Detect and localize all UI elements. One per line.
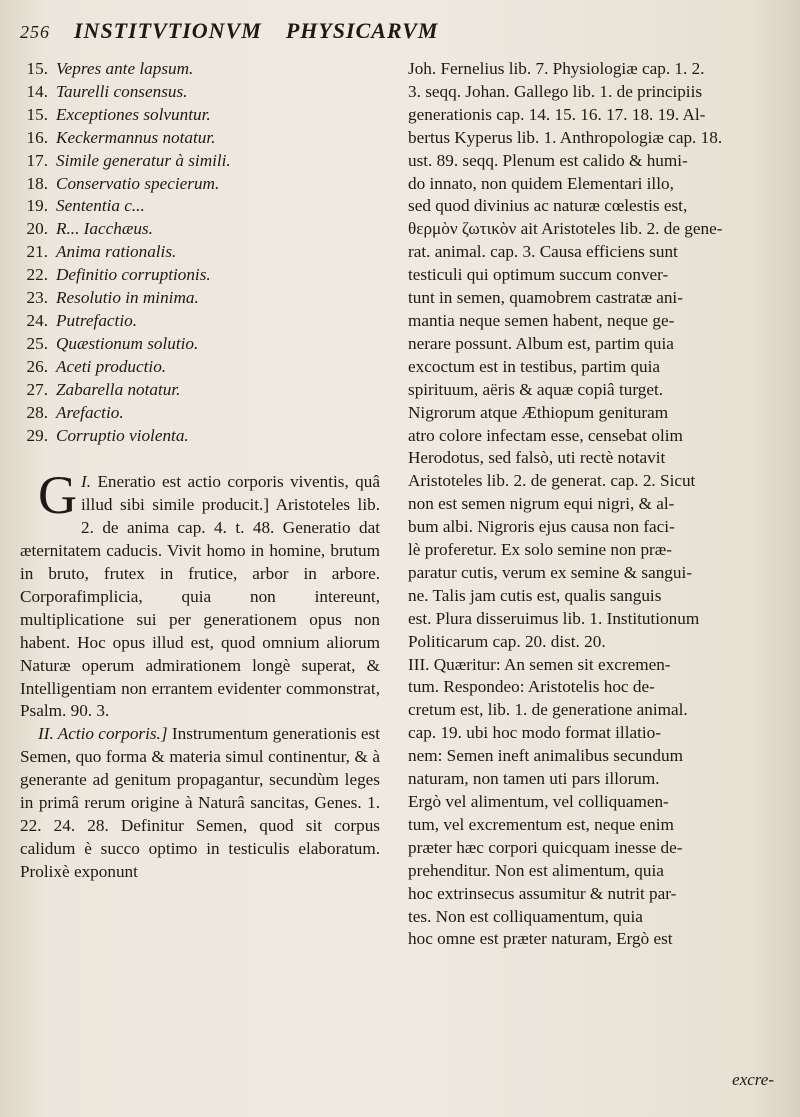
text-line: cap. 19. ubi hoc modo format illatio- <box>408 723 661 743</box>
summary-item <box>20 218 380 241</box>
text-line: tes. Non est colliquamentum, quia <box>408 906 643 926</box>
running-title-right: PHYSICARVM <box>285 18 439 43</box>
summary-item <box>20 127 380 150</box>
paragraph-two-label: II. Actio corporis.] <box>38 724 168 744</box>
summary-item-number: 26. <box>26 356 48 376</box>
text-line: nem: Semen ineft animalibus secundum <box>408 746 683 766</box>
summary-item <box>20 310 380 333</box>
text-line: est. Plura disseruimus lib. 1. Institutionum <box>408 608 700 628</box>
text-line: Herodotus, sed falsò, uti rectè notavit <box>408 448 666 468</box>
summary-item <box>20 356 380 379</box>
summary-item-number: 18. <box>26 173 48 193</box>
summary-item <box>20 81 380 104</box>
text-line: rat. animal. cap. 3. Causa efficiens sunt <box>408 242 678 262</box>
summary-item-number: 15. <box>26 104 48 124</box>
text-line: lè proferetur. Ex solo semine non præ- <box>408 540 672 560</box>
summary-item-text: Aceti productio. <box>56 356 167 376</box>
text-line: Joh. Fernelius lib. 7. Physiologiæ cap. 1. 2. <box>408 59 705 78</box>
text-line: ne. Talis jam cutis est, qualis sanguis <box>408 585 662 605</box>
summary-item <box>20 150 380 173</box>
summary-item-text: Definitio corruptionis. <box>56 265 211 285</box>
summary-item-number: 21. <box>26 242 48 262</box>
text-line: non est semen nigrum equi nigri, & al- <box>408 494 675 514</box>
summary-item-text: Resolutio in minima. <box>56 288 199 308</box>
text-line: cretum est, lib. 1. de generatione animal. <box>408 700 688 720</box>
summary-item <box>20 264 380 287</box>
text-line: atro colore infectam esse, censebat olim <box>408 425 683 445</box>
summary-item-number: 29. <box>26 425 48 445</box>
summary-item-number: 28. <box>26 402 48 422</box>
drop-cap: G <box>38 465 77 526</box>
summary-item-number: 14. <box>26 81 48 101</box>
catchword: excre- <box>732 1070 774 1089</box>
summary-item-text: Anima rationalis. <box>56 242 177 262</box>
text-line: Politicarum cap. 20. dist. 20. <box>408 631 606 651</box>
summary-item-number: 24. <box>26 310 48 330</box>
summary-item <box>20 425 380 448</box>
summary-item <box>20 58 380 81</box>
summary-item-text: Quæstionum solutio. <box>56 333 199 353</box>
summary-item-number: 27. <box>26 379 48 399</box>
summary-item-text: Conservatio specierum. <box>56 173 220 193</box>
text-line: prehenditur. Non est alimentum, quia <box>408 860 664 880</box>
paragraph-one <box>20 465 380 723</box>
text-line: do innato, non quidem Elementari illo, <box>408 173 674 193</box>
text-line: bertus Kyperus lib. 1. Anthropologiæ cap. 18. <box>408 127 723 147</box>
summary-item <box>20 287 380 310</box>
left-column <box>20 58 380 884</box>
text-line: Nigrorum atque Æthiopum genituram <box>408 402 669 422</box>
summary-item-number: 25. <box>26 333 48 353</box>
text-line: tunt in semen, quamobrem castratæ ani- <box>408 288 683 308</box>
summary-item-number: 15. <box>26 59 48 78</box>
text-line: θερμὸν ζωτικὸν ait Aristoteles lib. 2. de gene- <box>408 219 723 239</box>
text-line: tum, vel excrementum est, neque enim <box>408 814 674 834</box>
summary-item-number: 23. <box>26 288 48 308</box>
section-summary-list <box>20 58 380 447</box>
summary-item <box>20 402 380 425</box>
summary-item <box>20 104 380 127</box>
summary-item-text: Vepres ante lapsum. <box>56 59 194 78</box>
text-line: III. Quæritur: An semen sit excremen- <box>408 654 671 674</box>
text-line: sed quod divinius ac naturæ cœlestis est, <box>408 196 688 216</box>
text-line: hoc omne est præter naturam, Ergò est <box>408 929 673 949</box>
summary-item-number: 17. <box>26 150 48 170</box>
text-line: testiculi qui optimum succum conver- <box>408 265 669 285</box>
summary-item-text: Simile generatur à simili. <box>56 150 231 170</box>
text-line: 3. seqq. Johan. Gallego lib. 1. de principiis <box>408 81 703 101</box>
summary-item-number: 22. <box>26 265 48 285</box>
text-line: paratur cutis, verum ex semine & sangui- <box>408 562 692 582</box>
summary-item-text: R... Iacchæus. <box>56 219 153 239</box>
text-line: Aristoteles lib. 2. de generat. cap. 2. Sicut <box>408 471 696 491</box>
text-line: præter hæc corpori quicquam inesse de- <box>408 837 683 857</box>
page-number: 256 <box>20 22 50 42</box>
text-line: nerare possunt. Album est, partim quia <box>408 333 674 353</box>
text-line: tum. Respondeo: Aristotelis hoc de- <box>408 677 655 697</box>
text-line: spirituum, aëris & aquæ copiâ turget. <box>408 379 664 399</box>
running-title-left: INSTITVTIONVM <box>74 18 262 43</box>
paragraph-one-text: Eneratio est actio corporis viventis, quâ illud sibi simile producit.] Aristoteles lib. 2. de anima cap. 4. t. 48. Generatio dat æternitatem caducis. Vivit homo in homine, brutum in bruto, frutex in frutice, arbor in arbore. Corporafimplicia, quia non intereunt, multiplicatione sui per generationem opus non habent. Hoc opus illud est, quod omnium aliorum Naturæ operum admirationem longè superat, & Intelligentiam non errantem evidenter commonstrat, Psalm. 90. 3. <box>20 472 380 721</box>
summary-item-text: Keckermannus notatur. <box>56 127 216 147</box>
summary-item-text: Taurelli consensus. <box>56 81 188 101</box>
text-line: Ergò vel alimentum, vel colliquamen- <box>408 792 669 811</box>
summary-item-number: 19. <box>26 196 48 216</box>
text-line: naturam, non tamen uti pars illorum. <box>408 769 660 789</box>
paragraph-two-text: Instrumentum generationis est Semen, quo forma & materia simul continentur, & à generante ad genitum propagantur, secundùm leges in primâ rerum origine à Naturâ sancitas, Genes. 1. 22. 24. 28. Definitur Semen, quod sit corpus calidum è succo optimo in testiculis elaboratum. Prolixè exponunt <box>20 724 381 881</box>
summary-item <box>20 173 380 196</box>
text-line: hoc extrinsecus assumitur & nutrit par- <box>408 883 677 903</box>
summary-item <box>20 241 380 264</box>
summary-item <box>20 379 380 402</box>
paragraph-one-label: I. <box>81 472 92 492</box>
summary-item-text: Zabarella notatur. <box>56 379 181 399</box>
running-header <box>20 18 780 46</box>
summary-item-text: Sententia c... <box>56 196 145 216</box>
summary-item-text: Exceptiones solvuntur. <box>56 104 211 124</box>
text-line: ust. 89. seqq. Plenum est calido & humi- <box>408 150 688 170</box>
summary-item-text: Arefactio. <box>56 402 124 422</box>
summary-item-text: Corruptio violenta. <box>56 425 189 445</box>
summary-item-number: 20. <box>26 219 48 239</box>
text-line: bum albi. Nigroris ejus causa non faci- <box>408 517 675 537</box>
summary-item-text: Putrefactio. <box>56 310 137 330</box>
summary-item-number: 16. <box>26 127 48 147</box>
summary-item <box>20 195 380 218</box>
right-column <box>408 58 780 951</box>
summary-item <box>20 333 380 356</box>
text-line: generationis cap. 14. 15. 16. 17. 18. 19. Al- <box>408 104 706 124</box>
text-line: excoctum est in testibus, partim quia <box>408 356 661 376</box>
text-line: mantia neque semen habent, neque ge- <box>408 310 675 330</box>
paragraph-two <box>20 723 380 883</box>
